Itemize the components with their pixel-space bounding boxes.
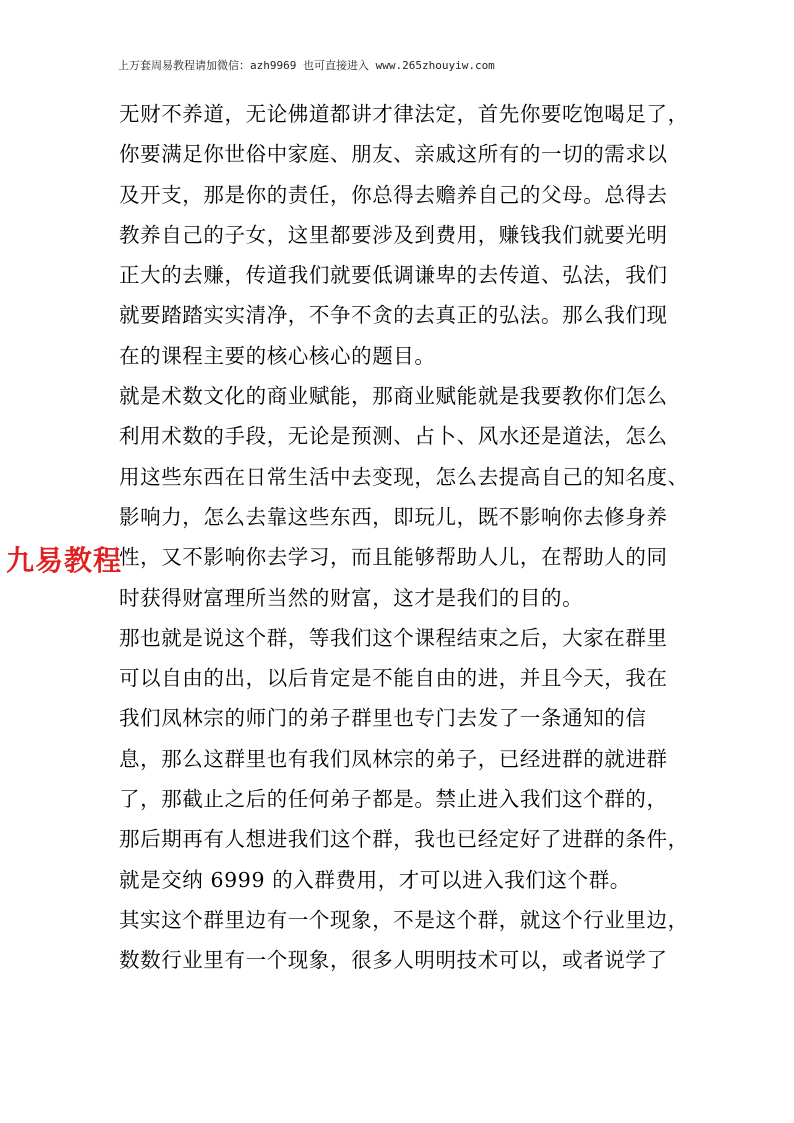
paragraph-2 [119, 376, 689, 618]
text-line: 及开支，那是你的责任，你总得去赡养自己的父母。总得去 [119, 182, 668, 207]
text-line: 性，又不影响你去学习，而且能够帮助人儿，在帮助人的同 [119, 545, 668, 570]
document-body [119, 94, 689, 981]
text-line: 就是交纳 6999 的入群费用，才可以进入我们这个群。 [119, 867, 631, 892]
text-line: 我们凤林宗的师门的弟子群里也专门去发了一条通知的信 [119, 706, 647, 731]
text-line: 正大的去赚，传道我们就要低调谦卑的去传道、弘法，我们 [119, 263, 668, 288]
text-line: 教养自己的子女，这里都要涉及到费用，赚钱我们就要光明 [119, 222, 668, 247]
text-line: 就是术数文化的商业赋能，那商业赋能就是我要教你们怎么 [119, 384, 668, 409]
text-line: 用这些东西在日常生活中去变现，怎么去提高自己的知名度、 [119, 464, 689, 489]
text-line: 其实这个群里边有一个现象，不是这个群，就这个行业里边， [119, 907, 689, 932]
text-line: 时获得财富理所当然的财富，这才是我们的目的。 [119, 585, 584, 610]
text-line: 就要踏踏实实清净，不争不贪的去真正的弘法。那么我们现 [119, 303, 668, 328]
paragraph-3 [119, 618, 689, 900]
watermark-logo: 九易教程 [6, 544, 123, 577]
text-line: 无财不养道，无论佛道都讲才律法定，首先你要吃饱喝足了， [119, 102, 689, 126]
text-line: 数数行业里有一个现象，很多人明明技术可以，或者说学了 [119, 948, 668, 973]
text-line: 利用术数的手段，无论是预测、占卜、风水还是道法，怎么 [119, 424, 668, 449]
text-line: 那也就是说这个群，等我们这个课程结束之后，大家在群里 [119, 625, 668, 650]
paragraph-4 [119, 900, 689, 981]
text-line: 可以自由的出，以后肯定是不能自由的进，并且今天，我在 [119, 666, 668, 691]
paragraph-1 [119, 94, 689, 376]
text-line: 了，那截止之后的任何弟子都是。禁止进入我们这个群的， [119, 787, 668, 812]
text-line: 息，那么这群里也有我们凤林宗的弟子，已经进群的就进群 [119, 746, 668, 771]
text-line: 你要满足你世俗中家庭、朋友、亲戚这所有的一切的需求以 [119, 142, 668, 167]
page-header: 上万套周易教程请加微信：azh9969 也可直接进入 www.265zhouyiw.com [118, 59, 495, 72]
text-line: 在的课程主要的核心核心的题目。 [119, 343, 436, 368]
text-line: 影响力，怎么去靠这些东西，即玩儿，既不影响你去修身养 [119, 504, 668, 529]
text-line: 那后期再有人想进我们这个群，我也已经定好了进群的条件， [119, 827, 689, 852]
